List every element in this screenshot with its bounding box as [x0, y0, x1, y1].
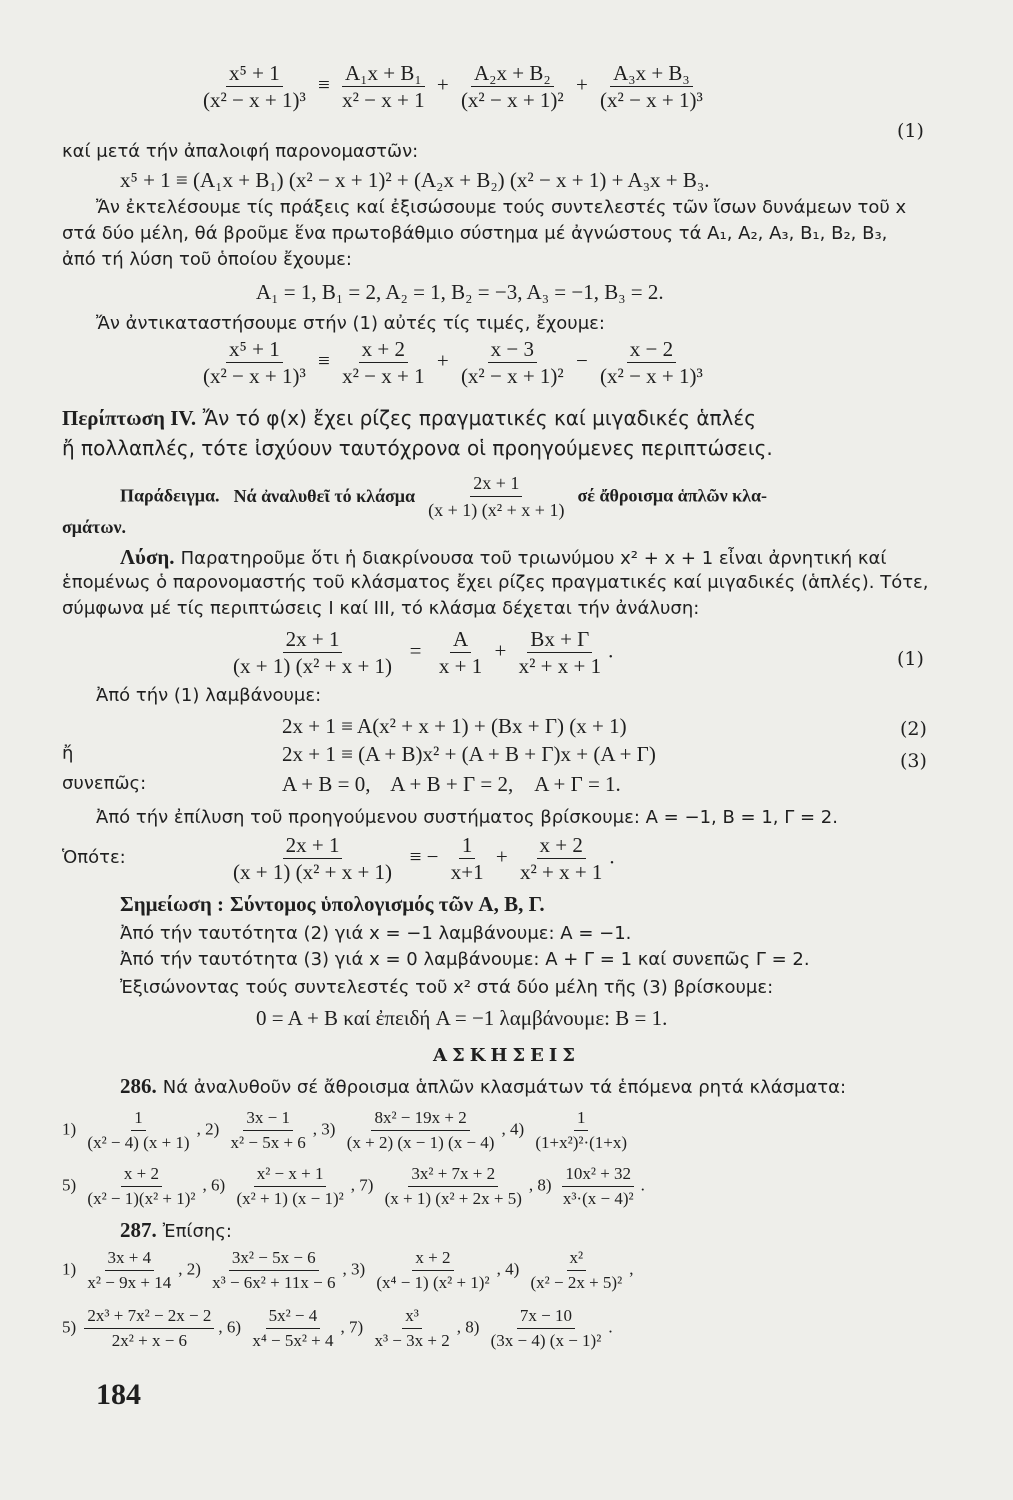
equation-5: $\frac{2x + 1}{\text{(x + 1) (x² + x + 1)}}$ = $\frac{A}{x + 1}$ + $\frac{Bx + \Gamma}{\text{x² + x + 1}}$ .	[226, 628, 613, 677]
exercise-fraction: $\frac{\text{5x² − 4}}{\text{x⁴ − 5x² + 4}}$	[252, 1306, 334, 1350]
equation-lead: συνεπῶς:	[62, 773, 147, 794]
exercise-fraction: $\frac{\text{8x² − 19x + 2}}{(x + 2) (x - 1) (x - 4)}$	[346, 1108, 495, 1152]
text-line: Ἀπό τήν ἐπίλυση τοῦ προηγούμενου συστήματος βρίσκουμε: A = −1, B = 1, Γ = 2.	[96, 807, 838, 828]
equation-lead: ἤ	[62, 743, 74, 764]
text-line: Ἄν ἀντικαταστήσουμε στήν (1) αὐτές τίς τιμές, ἔχουμε:	[96, 313, 605, 334]
exercise-fraction: $\frac{\text{x³}}{\text{x³ − 3x + 2}}$	[374, 1306, 450, 1350]
equation-3: A₁ = 1, B₁ = 2, A₂ = 1, B₂ = −3, A₃ = −1, B₃ = 2.	[256, 280, 664, 304]
fraction-term-3: $\frac{\text{A₃x + B₃}}{\text{(x² − x + 1)³}}$	[600, 61, 703, 112]
case-4-line-2: ἤ πολλαπλές, τότε ἰσχύουν ταυτόχρονα οἱ προηγούμενες περιπτώσεις.	[62, 436, 773, 460]
example-line: Παράδειγμα. Νά ἀναλυθεῖ τό κλάσμα $\frac{2x + 1}{\text{(x + 1) (x² + x + 1)}}$ σέ ἄθροισμα ἁπλῶν κλα-	[120, 473, 767, 520]
exercise-286-heading: 286. Νά ἀναλυθοῦν σέ ἄθροισμα ἁπλῶν κλασμάτων τά ἑπόμενα ρητά κλάσματα:	[120, 1074, 847, 1098]
equation-1: $\frac{\text{x⁵ + 1}}{\text{(x² − x + 1)³}}$ ≡ $\frac{\text{A₁x + B₁}}{\text{x² − x + 1}}$ + $\frac{\text{A₂x + B₂}}{\text{(x² − x + 1)²}}$ + $\frac{\text{A₃x + B₃}}{\text{(x² − x + 1)³}}$	[196, 62, 710, 111]
exercise-287-heading: 287. Ἐπίσης:	[120, 1218, 232, 1242]
equation-number: (2)	[900, 718, 927, 740]
equation-9: $\frac{2x + 1}{\text{(x + 1) (x² + x + 1)}}$ ≡ − $\frac{1}{x+1}$ + $\frac{x + 2}{\text{x² + x + 1}}$ .	[226, 834, 615, 883]
equation-6: 2x + 1 ≡ A(x² + x + 1) + (Bx + Γ) (x + 1)	[282, 714, 627, 738]
page-number: 184	[96, 1378, 141, 1411]
exercises-header: ΑΣΚΗΣΕΙΣ	[433, 1045, 580, 1066]
note-label: Σημείωση :	[120, 892, 224, 916]
note-title-line: Σημείωση : Σύντομος ὑπολογισμός τῶν A, B, Γ.	[120, 892, 545, 916]
equation-lead: Ὁπότε:	[62, 847, 126, 868]
note-line: 0 = A + B καί ἐπειδή A = −1 λαμβάνουμε: B = 1.	[256, 1006, 668, 1030]
case-4-line-1: Περίπτωση IV. Ἄν τό φ(x) ἔχει ρίζες πραγματικές καί μιγαδικές ἁπλές	[62, 406, 756, 430]
fraction-lhs: $\frac{2x + 1}{\text{(x + 1) (x² + x + 1)}}$	[233, 833, 393, 884]
example-fraction: $\frac{2x + 1}{\text{(x + 1) (x² + x + 1)}}$	[428, 473, 565, 520]
exercise-fraction: $\frac{\text{10x² + 32}}{\text{x³·(x − 4)²}}$	[562, 1164, 634, 1208]
exercise-fraction: $\frac{\text{3x² − 5x − 6}}{\text{x³ − 6x² + 11x − 6}}$	[212, 1248, 336, 1292]
exercise-287-row-1: 1) $\frac{3x + 4}{\text{x² − 9x + 14}}$ , 2) $\frac{\text{3x² − 5x − 6}}{\text{x³ − 6x² + 11x − 6}}$ , 3) $\frac{x + 2}{\text{(x⁴ − 1) (x² + 1)²}}$ , 4) $\frac{\text{x²}}{\text{(x² − 2x + 5)²}}$ ,	[62, 1248, 634, 1292]
equation-7: 2x + 1 ≡ (A + B)x² + (A + B + Γ)x + (A + Γ)	[282, 742, 656, 766]
fraction-term-2: $\frac{Bx + \Gamma}{\text{x² + x + 1}}$	[518, 627, 602, 678]
fraction-term-1: $\frac{\text{A₁x + B₁}}{\text{x² − x + 1}}$	[342, 61, 425, 112]
exercise-fraction: $\frac{\text{3x² + 7x + 2}}{\text{(x + 1) (x² + 2x + 5)}}$	[384, 1164, 522, 1208]
equation-4: $\frac{\text{x⁵ + 1}}{\text{(x² − x + 1)³}}$ ≡ $\frac{x + 2}{\text{x² − x + 1}}$ + $\frac{x - 3}{\text{(x² − x + 1)²}}$ − $\frac{x - 2}{\text{(x² − x + 1)³}}$	[196, 338, 710, 387]
example-line-end: σμάτων.	[62, 517, 127, 537]
equation-number: (1)	[897, 648, 924, 670]
note-line: Ἀπό τήν ταυτότητα (2) γιά x = −1 λαμβάνουμε: A = −1.	[120, 923, 632, 944]
exercise-fraction: $\frac{x + 2}{\text{(x⁴ − 1) (x² + 1)²}}$	[376, 1248, 490, 1292]
fraction-term-2: $\frac{x - 3}{\text{(x² − x + 1)²}}$	[460, 337, 564, 388]
fraction-term-1: $\frac{A}{x + 1}$	[438, 627, 483, 678]
exercise-fraction: $\frac{\text{x²}}{\text{(x² − 2x + 5)²}}$	[530, 1248, 623, 1292]
text-line: Ἀπό τήν (1) λαμβάνουμε:	[96, 685, 322, 706]
exercise-286-row-2: 5) $\frac{x + 2}{\text{(x² − 1)(x² + 1)²}}$ , 6) $\frac{\text{x² − x + 1}}{\text{(x² + 1) (x − 1)²}}$ , 7) $\frac{\text{3x² + 7x + 2}}{\text{(x + 1) (x² + 2x + 5)}}$ , 8) $\frac{\text{10x² + 32}}{\text{x³·(x − 4)²}}$ .	[62, 1164, 645, 1208]
exercise-287-row-2: 5) $\frac{\text{2x³ + 7x² − 2x − 2}}{\text{2x² + x − 6}}$ , 6) $\frac{\text{5x² − 4}}{\text{x⁴ − 5x² + 4}}$ , 7) $\frac{\text{x³}}{\text{x³ − 3x + 2}}$ , 8) $\frac{7x - 10}{\text{(3x − 4) (x − 1)²}}$ .	[62, 1306, 613, 1350]
fraction-term-1: $\frac{1}{x+1}$	[450, 833, 484, 884]
equation-number: (1)	[897, 120, 924, 142]
note-line: Ἐξισώνοντας τούς συντελεστές τοῦ x² στά δύο μέλη τῆς (3) βρίσκουμε:	[120, 977, 774, 998]
fraction-term-3: $\frac{x - 2}{\text{(x² − x + 1)³}}$	[600, 337, 703, 388]
fraction-term-2: $\frac{\text{A₂x + B₂}}{\text{(x² − x + 1)²}}$	[460, 61, 564, 112]
exercise-fraction: $\frac{\text{2x³ + 7x² − 2x − 2}}{\text{2x² + x − 6}}$	[84, 1306, 214, 1351]
exercise-fraction: $\frac{x + 2}{\text{(x² − 1)(x² + 1)²}}$	[87, 1164, 196, 1208]
note-line: Ἀπό τήν ταυτότητα (3) γιά x = 0 λαμβάνουμε: A + Γ = 1 καί συνεπῶς Γ = 2.	[120, 949, 810, 970]
solution-line-1: Λύση. Παρατηροῦμε ὅτι ἡ διακρίνουσα τοῦ τριωνύμου x² + x + 1 εἶναι ἀρνητική καί	[120, 545, 887, 569]
exercise-fraction: $\frac{3x + 4}{\text{x² − 9x + 14}}$	[87, 1248, 172, 1292]
fraction-lhs: $\frac{\text{x⁵ + 1}}{\text{(x² − x + 1)³}}$	[203, 337, 306, 388]
exercise-fraction: $\frac{\text{x² − x + 1}}{\text{(x² + 1) (x − 1)²}}$	[236, 1164, 344, 1208]
exercise-fraction: $\frac{1}{\text{(x² − 4) (x + 1)}}$	[87, 1108, 190, 1152]
exercise-number: 287.	[120, 1218, 157, 1242]
exercise-fraction: $\frac{1}{\text{(1+x²)²·(1+x)}}$	[535, 1108, 628, 1152]
fraction-lhs: $\frac{2x + 1}{\text{(x + 1) (x² + x + 1)}}$	[233, 627, 393, 678]
text-line: καί μετά τήν ἀπαλοιφή παρονομαστῶν:	[62, 141, 419, 162]
fraction-term-1: $\frac{x + 2}{\text{x² − x + 1}}$	[342, 337, 425, 388]
paragraph-line: στά δύο μέλη, θά βροῦμε ἕνα πρωτοβάθμιο σύστημα μέ ἀγνώστους τά A₁, A₂, A₃, B₁, B₂, B₃,	[62, 223, 888, 244]
example-label: Παράδειγμα.	[120, 485, 220, 506]
solution-line-3: σύμφωνα μέ τίς περιπτώσεις I καί III, τό κλάσμα δέχεται τήν ἀνάλυση:	[62, 598, 700, 619]
equation-2: x⁵ + 1 ≡ (A₁x + B₁) (x² − x + 1)² + (A₂x + B₂) (x² − x + 1) + A₃x + B₃.	[120, 168, 710, 192]
exercise-fraction: $\frac{3x - 1}{\text{x² − 5x + 6}}$	[230, 1108, 306, 1152]
fraction-lhs: $\frac{\text{x⁵ + 1}}{\text{(x² − x + 1)³}}$	[203, 61, 306, 112]
exercise-number: 286.	[120, 1074, 157, 1098]
equation-8: A + B = 0, A + B + Γ = 2, A + Γ = 1.	[282, 772, 621, 796]
paragraph-line: Ἄν ἐκτελέσουμε τίς πράξεις καί ἐξισώσουμε τούς συντελεστές τῶν ἴσων δυνάμεων τοῦ x	[96, 197, 907, 218]
solution-line-2: ἑπομένως ὁ παρονομαστής τοῦ κλάσματος ἔχει ρίζες πραγματικές καί μιγαδικές (ἁπλές). Τότε,	[62, 572, 929, 593]
case-4-title: Περίπτωση IV.	[62, 406, 197, 430]
fraction-term-2: $\frac{x + 2}{\text{x² + x + 1}}$	[519, 833, 603, 884]
paragraph-line: ἀπό τή λύση τοῦ ὁποίου ἔχουμε:	[62, 249, 352, 270]
equation-number: (3)	[900, 750, 927, 772]
solution-label: Λύση.	[120, 545, 175, 569]
exercise-fraction: $\frac{7x - 10}{\text{(3x − 4) (x − 1)²}}$	[490, 1306, 602, 1350]
exercise-286-row-1: 1) $\frac{1}{\text{(x² − 4) (x + 1)}}$ , 2) $\frac{3x - 1}{\text{x² − 5x + 6}}$ , 3) $\frac{\text{8x² − 19x + 2}}{(x + 2) (x - 1) (x - 4)}$ , 4) $\frac{1}{\text{(1+x²)²·(1+x)}}$	[62, 1108, 634, 1153]
